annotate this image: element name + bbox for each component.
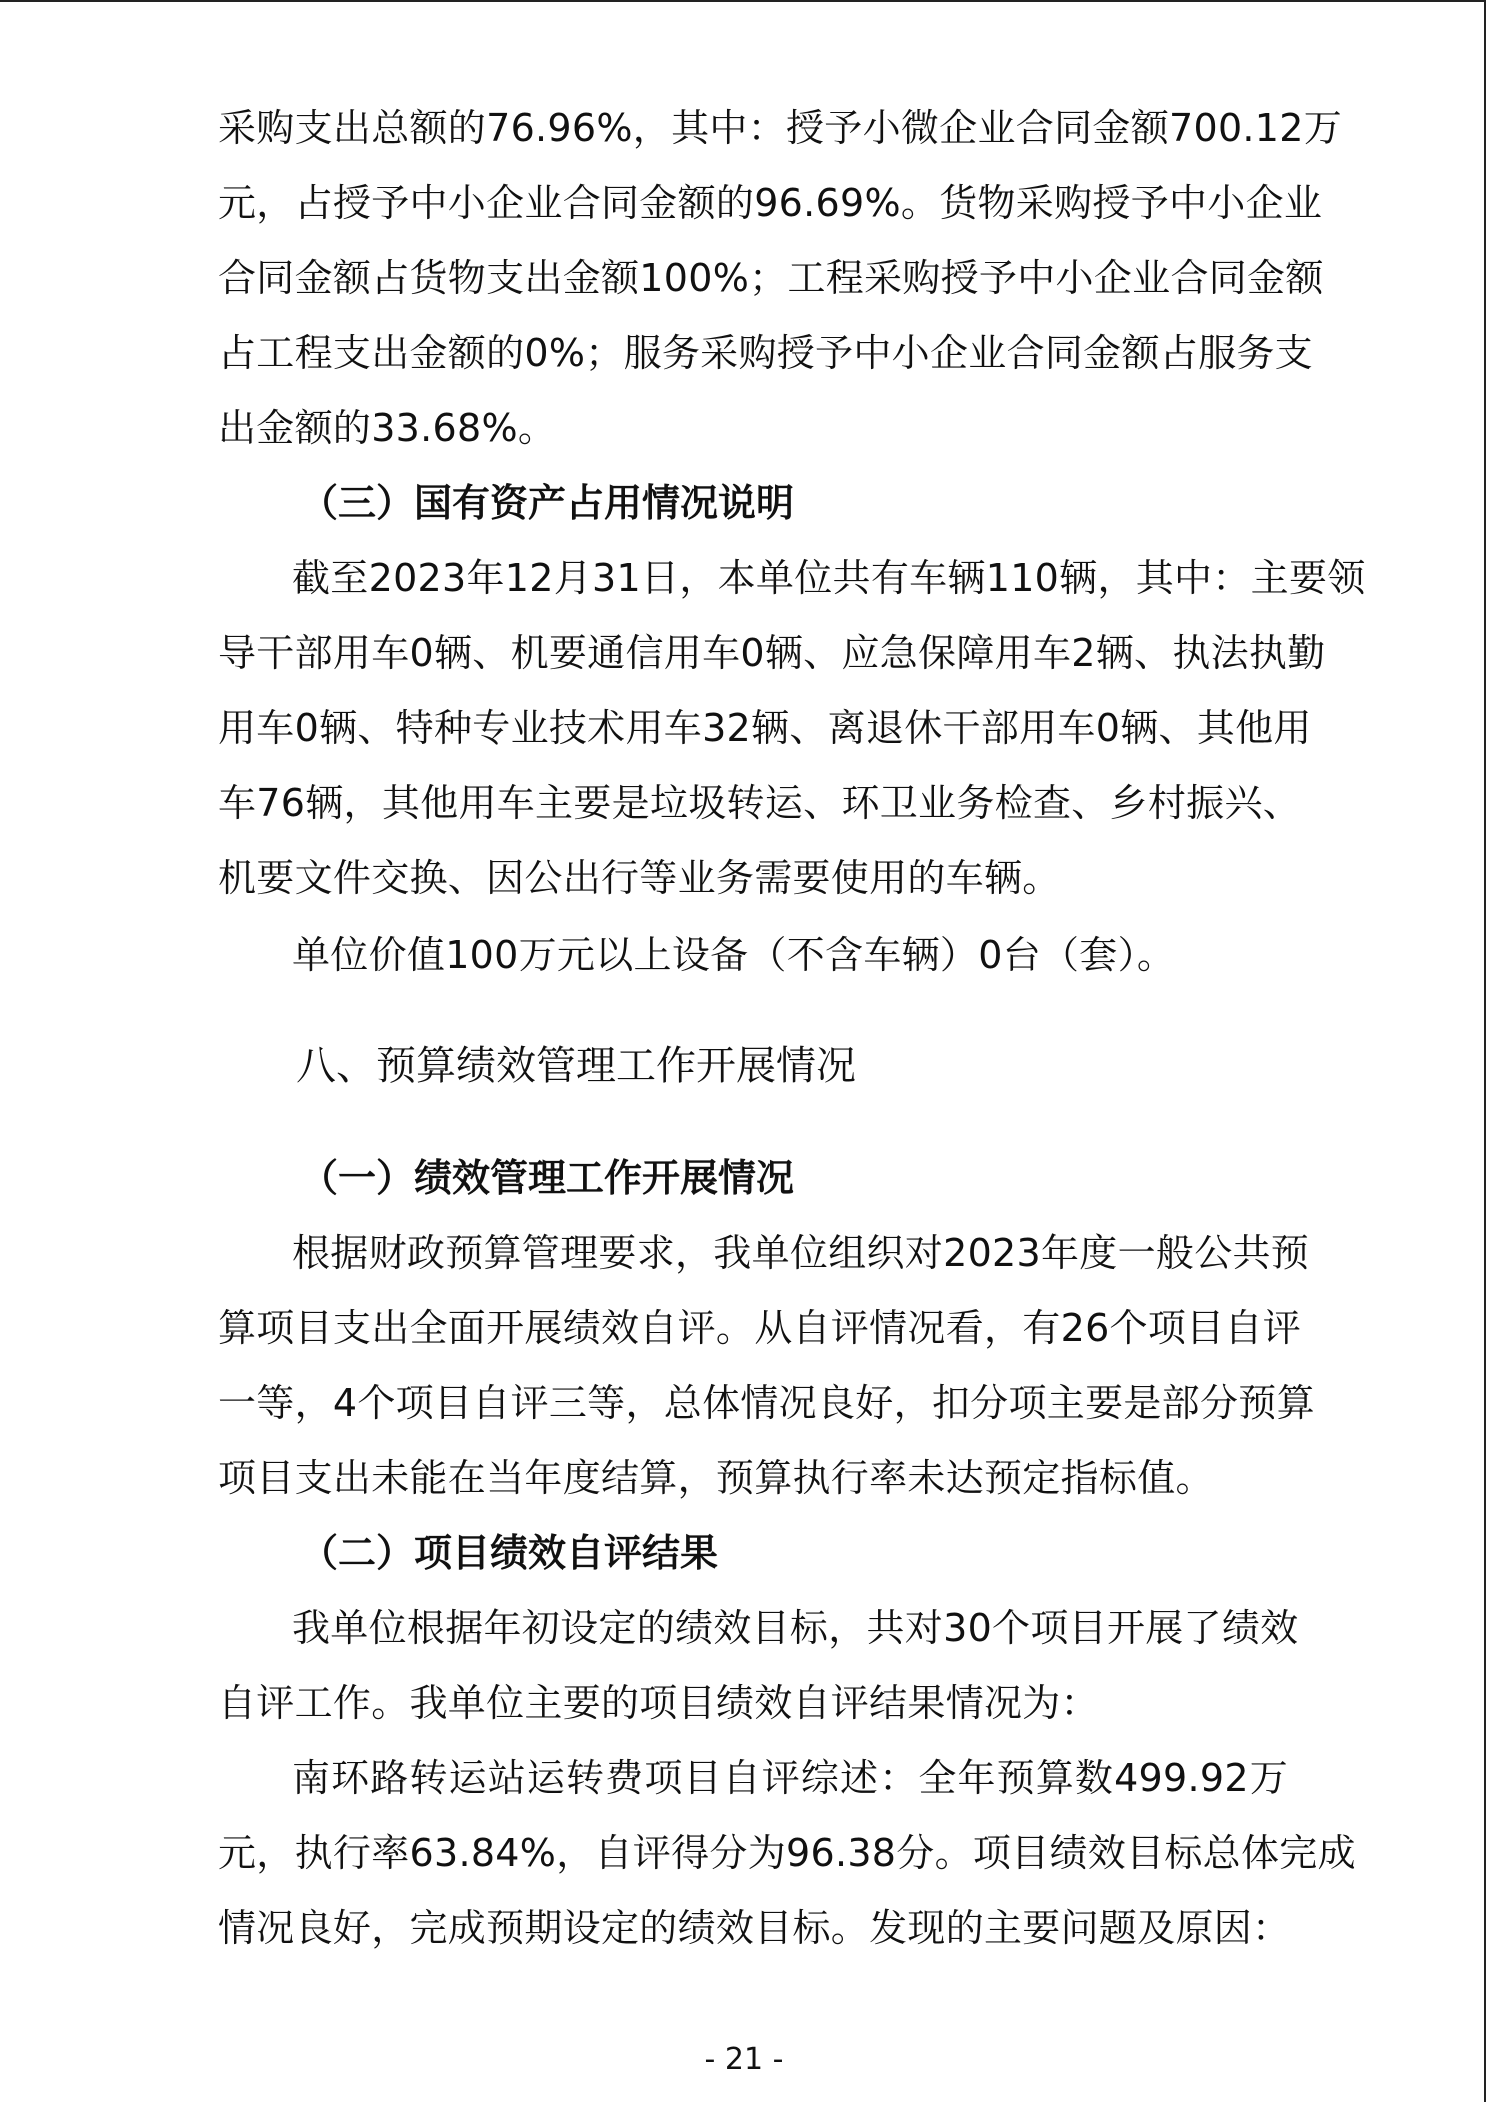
paragraph-line: 导干部用车0辆、机要通信用车0辆、应急保障用车2辆、执法执勤	[218, 631, 1326, 675]
paragraph-line: 车76辆，其他用车主要是垃圾转运、环卫业务检查、乡村振兴、	[218, 781, 1302, 825]
paragraph-line: 占工程支出金额的0%；服务采购授予中小企业合同金额占服务支	[218, 331, 1313, 375]
paragraph-line: 机要文件交换、因公出行等业务需要使用的车辆。	[218, 856, 1061, 900]
paragraph-line: 项目支出未能在当年度结算，预算执行率未达预定指标值。	[218, 1456, 1214, 1500]
paragraph-line: 单位价值100万元以上设备（不含车辆）0台（套）。	[292, 933, 1176, 977]
paragraph-line: 算项目支出全面开展绩效自评。从自评情况看，有26个项目自评	[218, 1306, 1302, 1350]
paragraph-line: 元，执行率63.84%，自评得分为96.38分。项目绩效目标总体完成	[218, 1831, 1356, 1875]
paragraph-line: 采购支出总额的76.96%，其中：授予小微企业合同金额700.12万	[218, 106, 1343, 150]
paragraph-line: 我单位根据年初设定的绩效目标，共对30个项目开展了绩效	[292, 1606, 1299, 1650]
paragraph-line: 自评工作。我单位主要的项目绩效自评结果情况为：	[218, 1681, 1099, 1725]
performance-management-heading: （一）绩效管理工作开展情况	[300, 1156, 795, 1200]
paragraph-line: 截至2023年12月31日，本单位共有车辆110辆，其中：主要领	[292, 556, 1366, 600]
paragraph-line: 南环路转运站运转费项目自评综述：全年预算数499.92万	[292, 1756, 1288, 1800]
asset-section-heading: （三）国有资产占用情况说明	[300, 481, 795, 525]
paragraph-line: 一等，4个项目自评三等，总体情况良好，扣分项主要是部分预算	[218, 1381, 1315, 1425]
paragraph-line: 出金额的33.68%。	[218, 406, 557, 450]
paragraph-line: 用车0辆、特种专业技术用车32辆、离退休干部用车0辆、其他用	[218, 706, 1312, 750]
page-number: - 21 -	[704, 2042, 784, 2077]
paragraph-line: 元，占授予中小企业合同金额的96.69%。货物采购授予中小企业	[218, 181, 1323, 225]
section-heading: 八、预算绩效管理工作开展情况	[296, 1043, 856, 1089]
paragraph-line: 合同金额占货物支出金额100%；工程采购授予中小企业合同金额	[218, 256, 1324, 300]
project-self-evaluation-heading: （二）项目绩效自评结果	[300, 1531, 719, 1575]
paragraph-line: 情况良好，完成预期设定的绩效目标。发现的主要问题及原因：	[218, 1906, 1291, 1950]
paragraph-line: 根据财政预算管理要求，我单位组织对2023年度一般公共预	[292, 1231, 1310, 1275]
